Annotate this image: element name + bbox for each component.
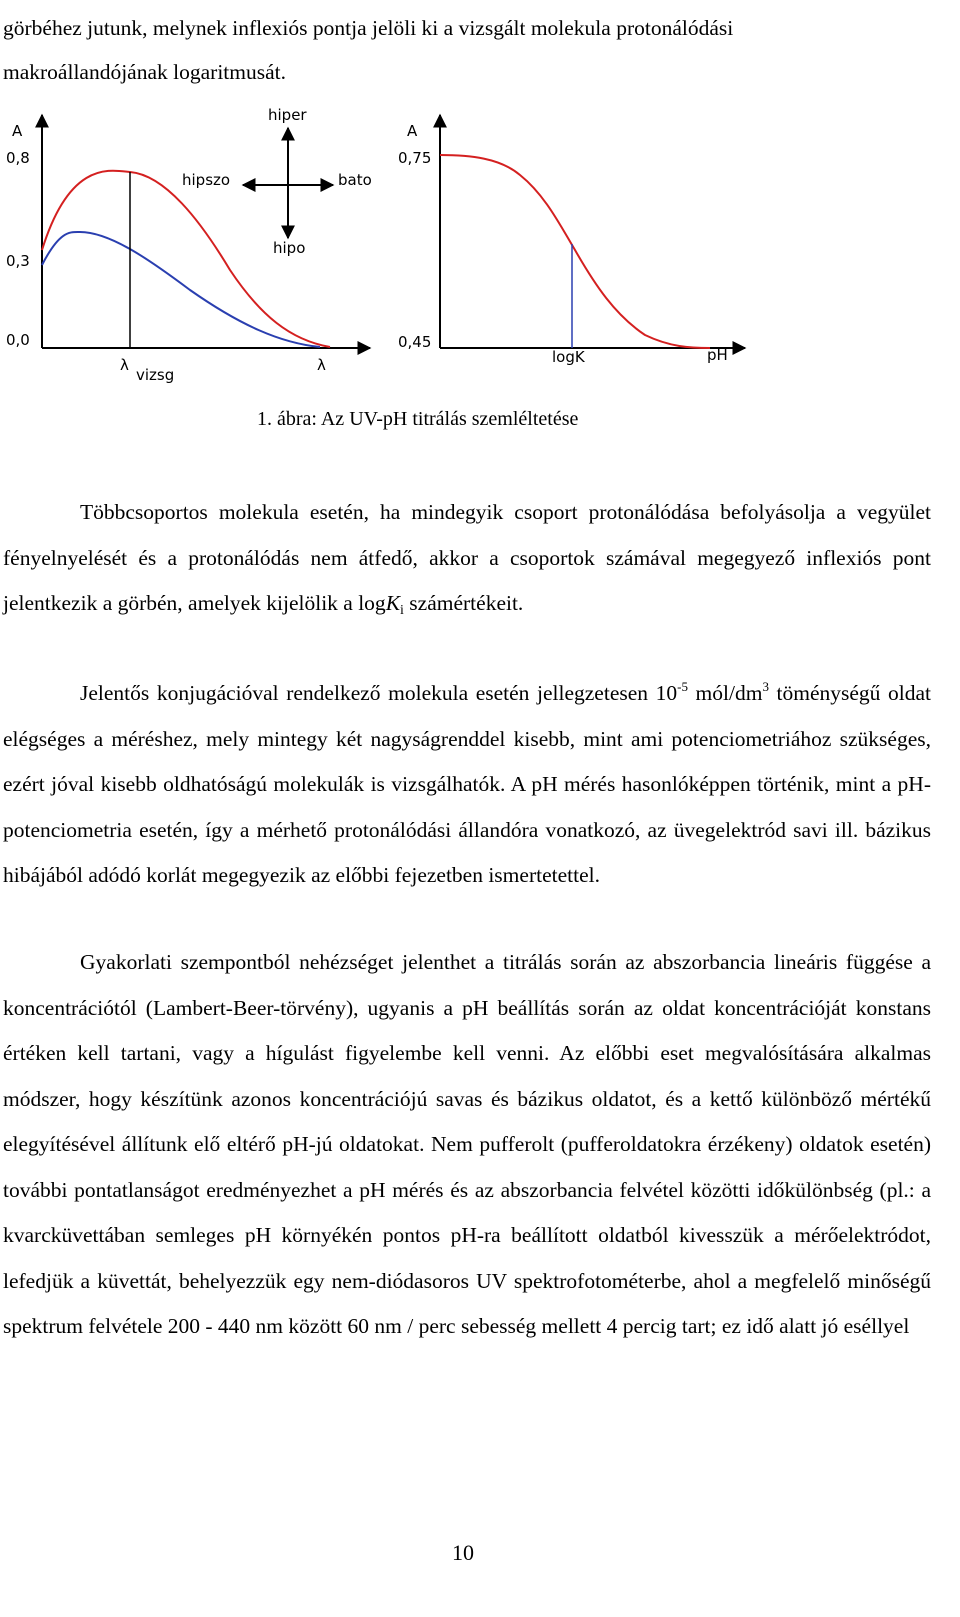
p2-a: Jelentős konjugációval rendelkező molekula esetén jellegzetesen 10	[80, 681, 678, 705]
paragraph-1	[3, 490, 931, 627]
arrow-label-bato: bato	[338, 171, 372, 189]
p2-b: mól/dm	[687, 681, 763, 705]
p2-c: töménységű oldat elégséges a méréshez, mely mintegy két nagyságrenddel kisebb, mint ami potenciometriához szükséges, ezért jóval kisebb oldhatóságú molekulák is vizsgálhatók. A pH mérés hasonlóképpen történik, mint a pH-potenciometria esetén, így a mérhető protonálódási állandóra vonatkozó, az üvegelektród savi ill. bázikus hibájából adódó korlát megegyezik az előbbi fejezetben ismertetettel.	[3, 681, 931, 887]
left-y-tick-0-8: 0,8	[6, 149, 30, 167]
left-y-label: A	[12, 122, 23, 140]
left-y-tick-0-3: 0,3	[6, 252, 30, 270]
red-curve	[42, 171, 330, 347]
intro-paragraph	[3, 6, 931, 94]
right-y-tick-0-45: 0,45	[398, 333, 432, 351]
intro-line-2: makroállandójának logaritmusát.	[3, 60, 286, 84]
ph-axis-label: pH	[707, 346, 728, 364]
lambda-vizsg-sub: vizsg	[136, 366, 175, 384]
arrow-label-hipszo: hipszo	[182, 171, 231, 189]
paragraph-2	[3, 671, 931, 899]
right-y-tick-0-75: 0,75	[398, 149, 432, 167]
left-y-tick-0-0: 0,0	[6, 331, 30, 349]
logk-label: logK	[552, 348, 585, 366]
figure-uv-ph-titration	[0, 98, 960, 398]
p2-sup1: -5	[677, 679, 688, 694]
right-red-curve	[440, 155, 710, 348]
lambda-axis-label: λ	[317, 356, 326, 374]
paragraph-3: Gyakorlati szempontból nehézséget jelenthet a titrálás során az abszorbancia lineáris függése a koncentrációtól (Lambert-Beer-törvény), ugyanis a pH beállítás során az oldat koncentrációját konstans értéken kell tartani, vagy a hígulást figyelembe kell venni. Az előbbi eset megvalósítására alkalmas módszer, hogy készítünk azonos koncentrációjú savas és bázikus oldatot, és a kettő különböző mértékű elegyítésével állítunk elő eltérő pH-jú oldatokat. Nem pufferolt (pufferoldatokra érzékeny) oldatok esetén) további pontatlanságot eredményezhet a pH mérés és az abszorbancia felvétel közötti időkülönbség (pl.: a kvarcküvettában semleges pH környékén pontos pH-ra beállított oldatból kivesszük a mérőelektródot, lefedjük a küvettát, behelyezzük egy nem-diódasoros UV spektrofotométerbe, ahol a megfelelő minőségű spektrum felvétele 200 - 440 nm között 60 nm / perc sebesség mellett 4 percig tart; ez idő alatt jó eséllyel	[3, 950, 931, 1338]
p1-k: K	[385, 591, 401, 615]
lambda-vizsg-label: λ	[120, 356, 129, 374]
arrow-label-hipo: hipo	[273, 239, 306, 257]
left-chart	[6, 106, 372, 384]
figure-svg	[0, 98, 960, 398]
intro-line-1: görbéhez jutunk, melynek inflexiós pontja jelöli ki a vizsgált molekula protonálódási	[3, 16, 734, 40]
p2-sup2: 3	[762, 679, 769, 694]
page-number: 10	[452, 1540, 474, 1565]
right-chart	[398, 115, 745, 366]
figure-caption: 1. ábra: Az UV-pH titrálás szemléltetése	[257, 408, 579, 430]
p1-main: Többcsoportos molekula esetén, ha mindegyik csoport protonálódása befolyásolja a vegyület fényelnyelését és a protonálódás nem átfedő, akkor a csoportok számával megegyező inflexiós pont jelentkezik a görbén, amelyek kijelölik a log	[3, 500, 931, 615]
arrow-label-hiper: hiper	[268, 106, 307, 124]
p1-end: számértékeit.	[403, 591, 524, 615]
p1-sub: i	[400, 603, 404, 618]
right-y-label: A	[407, 122, 418, 140]
